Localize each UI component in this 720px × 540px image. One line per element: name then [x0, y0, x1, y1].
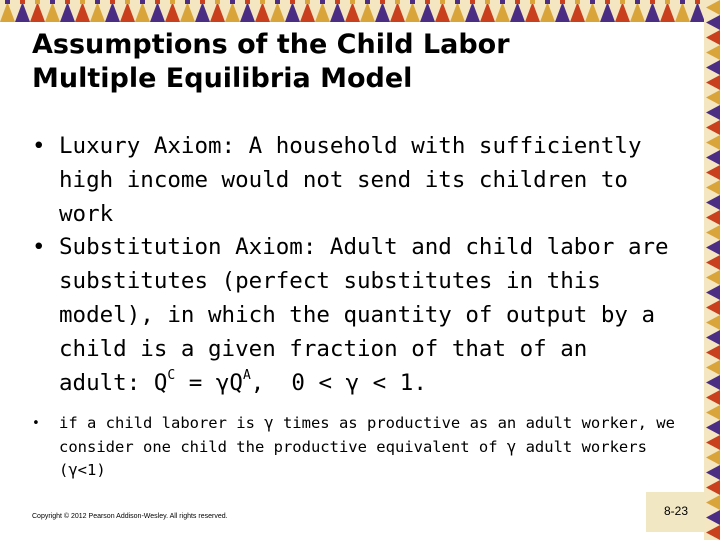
border-pattern-block: [590, 0, 595, 4]
pattern-strip-top: [0, 0, 720, 22]
pattern-strip-right: [704, 0, 720, 540]
page-number-box: [646, 492, 706, 532]
border-pattern-block: [470, 0, 475, 4]
border-pattern-block: [110, 0, 115, 4]
border-pattern-block: [65, 0, 70, 4]
border-pattern-block: [5, 0, 10, 4]
border-pattern-block: [185, 0, 190, 4]
border-pattern-block: [410, 0, 415, 4]
border-pattern-block: [50, 0, 55, 4]
decorative-top-border: [0, 0, 720, 22]
border-pattern-block: [125, 0, 130, 4]
border-pattern-block: [365, 0, 370, 4]
slide-title: [32, 28, 672, 96]
border-pattern-block: [200, 0, 205, 4]
border-pattern-block: [500, 0, 505, 4]
bullet-substitution-axiom: [32, 231, 682, 400]
main-bullet-list: [32, 130, 682, 400]
border-pattern-block: [560, 0, 565, 4]
border-pattern-block: [275, 0, 280, 4]
border-pattern-block: [485, 0, 490, 4]
bullet-marker: •: [32, 416, 40, 431]
border-pattern-block: [155, 0, 160, 4]
bullet-text-mid: = γQ: [175, 369, 243, 396]
border-pattern-block: [335, 0, 340, 4]
border-pattern-block: [80, 0, 85, 4]
border-pattern-block: [260, 0, 265, 4]
border-pattern-block: [440, 0, 445, 4]
border-pattern-block: [695, 0, 700, 4]
sub-bullet-text: if a child laborer is γ times as productive as an adult worker, we consider one child the productive equivalent of γ adult workers (γ<1): [59, 414, 675, 479]
slide-title-line-2: Multiple Equilibria Model: [32, 63, 413, 94]
border-pattern-block: [515, 0, 520, 4]
border-pattern-block: [455, 0, 460, 4]
border-pattern-block: [425, 0, 430, 4]
border-pattern-block: [650, 0, 655, 4]
bullet-marker: •: [32, 234, 46, 261]
slide-title-line-1: Assumptions of the Child Labor: [32, 29, 510, 60]
copyright-notice: Copyright © 2012 Pearson Addison-Wesley. All rights reserved.: [32, 513, 228, 520]
sub-bullet-productivity-note: [32, 412, 682, 483]
border-pattern-block: [350, 0, 355, 4]
border-pattern-block: [395, 0, 400, 4]
border-pattern-block: [530, 0, 535, 4]
border-pattern-block: [605, 0, 610, 4]
bullet-text-before: Substitution Axiom: Adult and child labor are substitutes (perfect substitutes in this model), in which the quantity of output by a child is a given fraction of that of an adult: Q: [59, 234, 669, 396]
border-pattern-block: [35, 0, 40, 4]
border-pattern-block: [20, 0, 25, 4]
superscript-a: A: [242, 368, 251, 384]
border-pattern-block: [575, 0, 580, 4]
bullet-marker: •: [32, 133, 46, 159]
border-pattern-block: [230, 0, 235, 4]
border-pattern-block: [215, 0, 220, 4]
border-pattern-block: [620, 0, 625, 4]
border-pattern-block: [665, 0, 670, 4]
bullet-luxury-axiom: [32, 130, 682, 231]
border-pattern-block: [140, 0, 145, 4]
bullet-text-after: , 0 < γ < 1.: [250, 369, 427, 396]
border-pattern-block: [245, 0, 250, 4]
superscript-c: C: [167, 368, 176, 384]
border-pattern-block: [545, 0, 550, 4]
border-pattern-block: [290, 0, 295, 4]
decorative-right-border: [704, 0, 720, 540]
border-pattern-block: [680, 0, 685, 4]
bullet-text: Luxury Axiom: A household with sufficiently high income would not send its children to work: [59, 133, 642, 227]
border-pattern-block: [95, 0, 100, 4]
sub-bullet-list: [32, 412, 682, 483]
border-pattern-block: [380, 0, 385, 4]
border-pattern-block: [320, 0, 325, 4]
page-number: 8-23: [663, 504, 689, 518]
border-pattern-block: [635, 0, 640, 4]
border-pattern-block: [170, 0, 175, 4]
border-pattern-block: [305, 0, 310, 4]
